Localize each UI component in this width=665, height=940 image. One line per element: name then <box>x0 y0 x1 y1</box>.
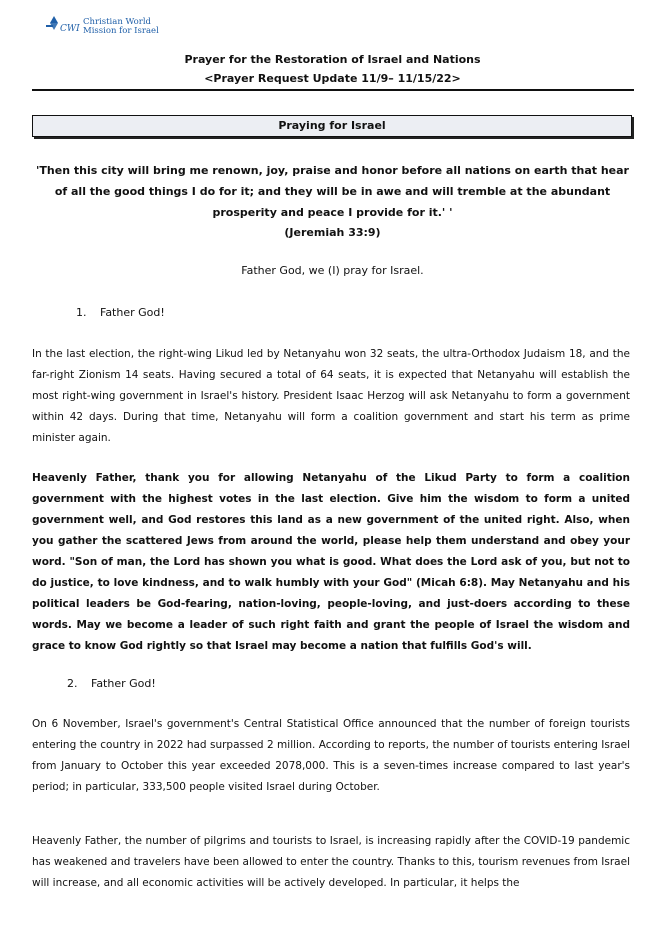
verse-reference: (Jeremiah 33:9) <box>284 226 381 240</box>
list-item-heading <box>76 306 165 319</box>
document-subtitle: <Prayer Request Update 11/9– 11/15/22> <box>204 72 461 85</box>
logo-line-1: Christian World <box>83 16 151 27</box>
organization-name <box>83 18 159 37</box>
list-item-number: 1. <box>76 306 87 319</box>
prayer-paragraph: Heavenly Father, the number of pilgrims and tourists to Israel, is increasing rapidly after the COVID-19 pandemic has weakened and travelers have been allowed to enter the country. Thanks to this, tourism revenues from Israel will increase, and all economic activities will be actively developed. In particular, it helps the <box>32 835 630 889</box>
svg-text:CWI: CWI <box>60 24 80 34</box>
intro-line: Father God, we (I) pray for Israel. <box>241 264 424 277</box>
title-divider <box>32 89 634 91</box>
list-item-number: 2. <box>67 677 78 690</box>
cwmi-emblem-icon <box>44 14 80 40</box>
list-item-title: Father God! <box>91 677 156 690</box>
organization-logo <box>44 14 159 40</box>
news-paragraph: In the last election, the right-wing Likud led by Netanyahu won 32 seats, the ultra-Orthodox Judaism 18, and the far-right Zionism 14 seats. Having secured a total of 64 seats, it is expected that Netanyahu will establish the most right-wing government in Israel's history. President Isaac Herzog will ask Netanyahu to form a government within 42 days. During that time, Netanyahu will form a coalition government and start his term as prime minister again. <box>32 348 630 444</box>
section-heading-box <box>32 115 632 137</box>
scripture-quote <box>32 161 633 244</box>
logo-line-2: Mission for Israel <box>83 26 159 36</box>
list-item-heading <box>67 677 156 690</box>
prayer-paragraph: Heavenly Father, thank you for allowing Netanyahu of the Likud Party to form a coalition government with the highest votes in the last election. Give him the wisdom to form a united government well, and God restores this land as a new government of the united right. Also, when you gather the scattered Jews from around the world, please help them understand and obey your word. "Son of man, the Lord has shown you what is good. What does the Lord ask of you, but not to do justice, to love kindness, and to walk humbly with your God" (Micah 6:8). May Netanyahu and his political leaders be God-fearing, nation-loving, people-loving, and just-doers according to these words. May we become a leader of such right faith and grant the people of Israel the wisdom and grace to know God rightly so that Israel may become a nation that fulfills God's will. <box>32 472 630 652</box>
news-paragraph: On 6 November, Israel's government's Central Statistical Office announced that the number of foreign tourists entering the country in 2022 had surpassed 2 million. According to reports, the number of tourists entering Israel from January to October this year exceeded 2078,000. This is a seven-times increase compared to last year's period; in particular, 333,500 people visited Israel during October. <box>32 718 630 793</box>
list-item-title: Father God! <box>100 306 165 319</box>
document-title: Prayer for the Restoration of Israel and Nations <box>184 53 481 66</box>
section-heading: Praying for Israel <box>278 119 386 132</box>
verse-text: 'Then this city will bring me renown, joy, praise and honor before all nations on earth that hear of all the good things I do for it; and they will be in awe and will tremble at the abundant prosperity and peace I provide for it.' ' <box>36 164 629 219</box>
